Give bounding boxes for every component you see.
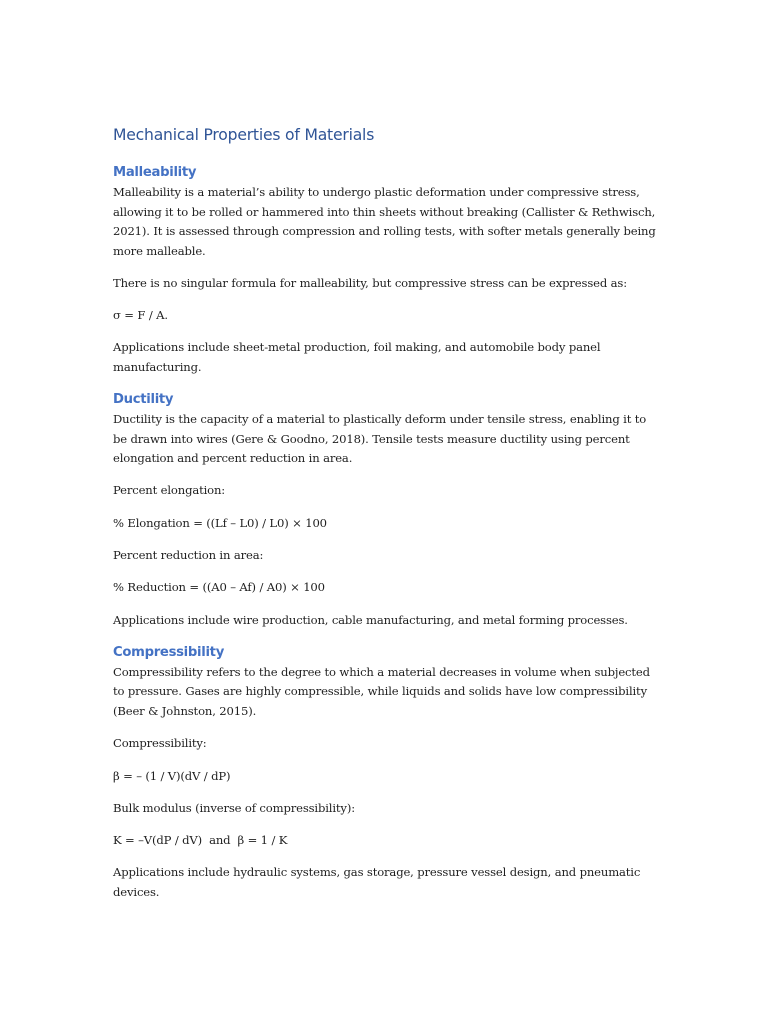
malleability-formula-intro: There is no singular formula for malleability, but compressive stress can be expressed as: xyxy=(113,275,627,290)
percent-elongation-formula: % Elongation = ((Lf – L0) / L0) × 100 xyxy=(113,515,327,530)
bulk-modulus-label: Bulk modulus (inverse of compressibility): xyxy=(113,800,355,815)
compressibility-definition: Compressibility refers to the degree to which a material decreases in volume when subjected to pressure. Gases are highly compressible, while liquids and solids have low compressibility (Beer & Johnston, 2015). xyxy=(113,664,650,718)
section-compressibility xyxy=(113,643,658,902)
malleability-applications: Applications include sheet-metal production, foil making, and automobile body panel manufacturing. xyxy=(113,340,601,374)
percent-elongation-label: Percent elongation: xyxy=(113,483,226,498)
ductility-applications: Applications include wire production, cable manufacturing, and metal forming processes. xyxy=(113,612,628,627)
document-body xyxy=(113,124,658,915)
percent-reduction-label: Percent reduction in area: xyxy=(113,548,264,563)
section-heading-ductility: Ductility xyxy=(113,392,174,408)
percent-reduction-formula: % Reduction = ((A0 – Af) / A0) × 100 xyxy=(113,580,325,595)
compressibility-formula: β = – (1 / V)(dV / dP) xyxy=(113,768,231,783)
section-malleability xyxy=(113,163,658,377)
section-heading-compressibility: Compressibility xyxy=(113,644,224,660)
compressibility-applications: Applications include hydraulic systems, gas storage, pressure vessel design, and pneumatic devices. xyxy=(113,865,641,899)
malleability-definition: Malleability is a material’s ability to undergo plastic deformation under compressive stress, allowing it to be rolled or hammered into thin sheets without breaking (Callister & Rethwisch, 2021). It is assessed through compression and rolling tests, with softer metals generally being more malleable. xyxy=(113,185,656,258)
compressive-stress-formula: σ = F / A. xyxy=(113,308,168,323)
ductility-definition: Ductility is the capacity of a material to plastically deform under tensile stress, enabling it to be drawn into wires (Gere & Goodno, 2018). Tensile tests measure ductility using percent elongation and percent reduction in area. xyxy=(113,412,647,466)
section-ductility xyxy=(113,390,658,630)
section-heading-malleability: Malleability xyxy=(113,165,197,180)
compressibility-label: Compressibility: xyxy=(113,736,207,751)
bulk-modulus-formula: K = –V(dP / dV) and β = 1 / K xyxy=(113,833,288,848)
document-title: Mechanical Properties of Materials xyxy=(113,126,375,144)
